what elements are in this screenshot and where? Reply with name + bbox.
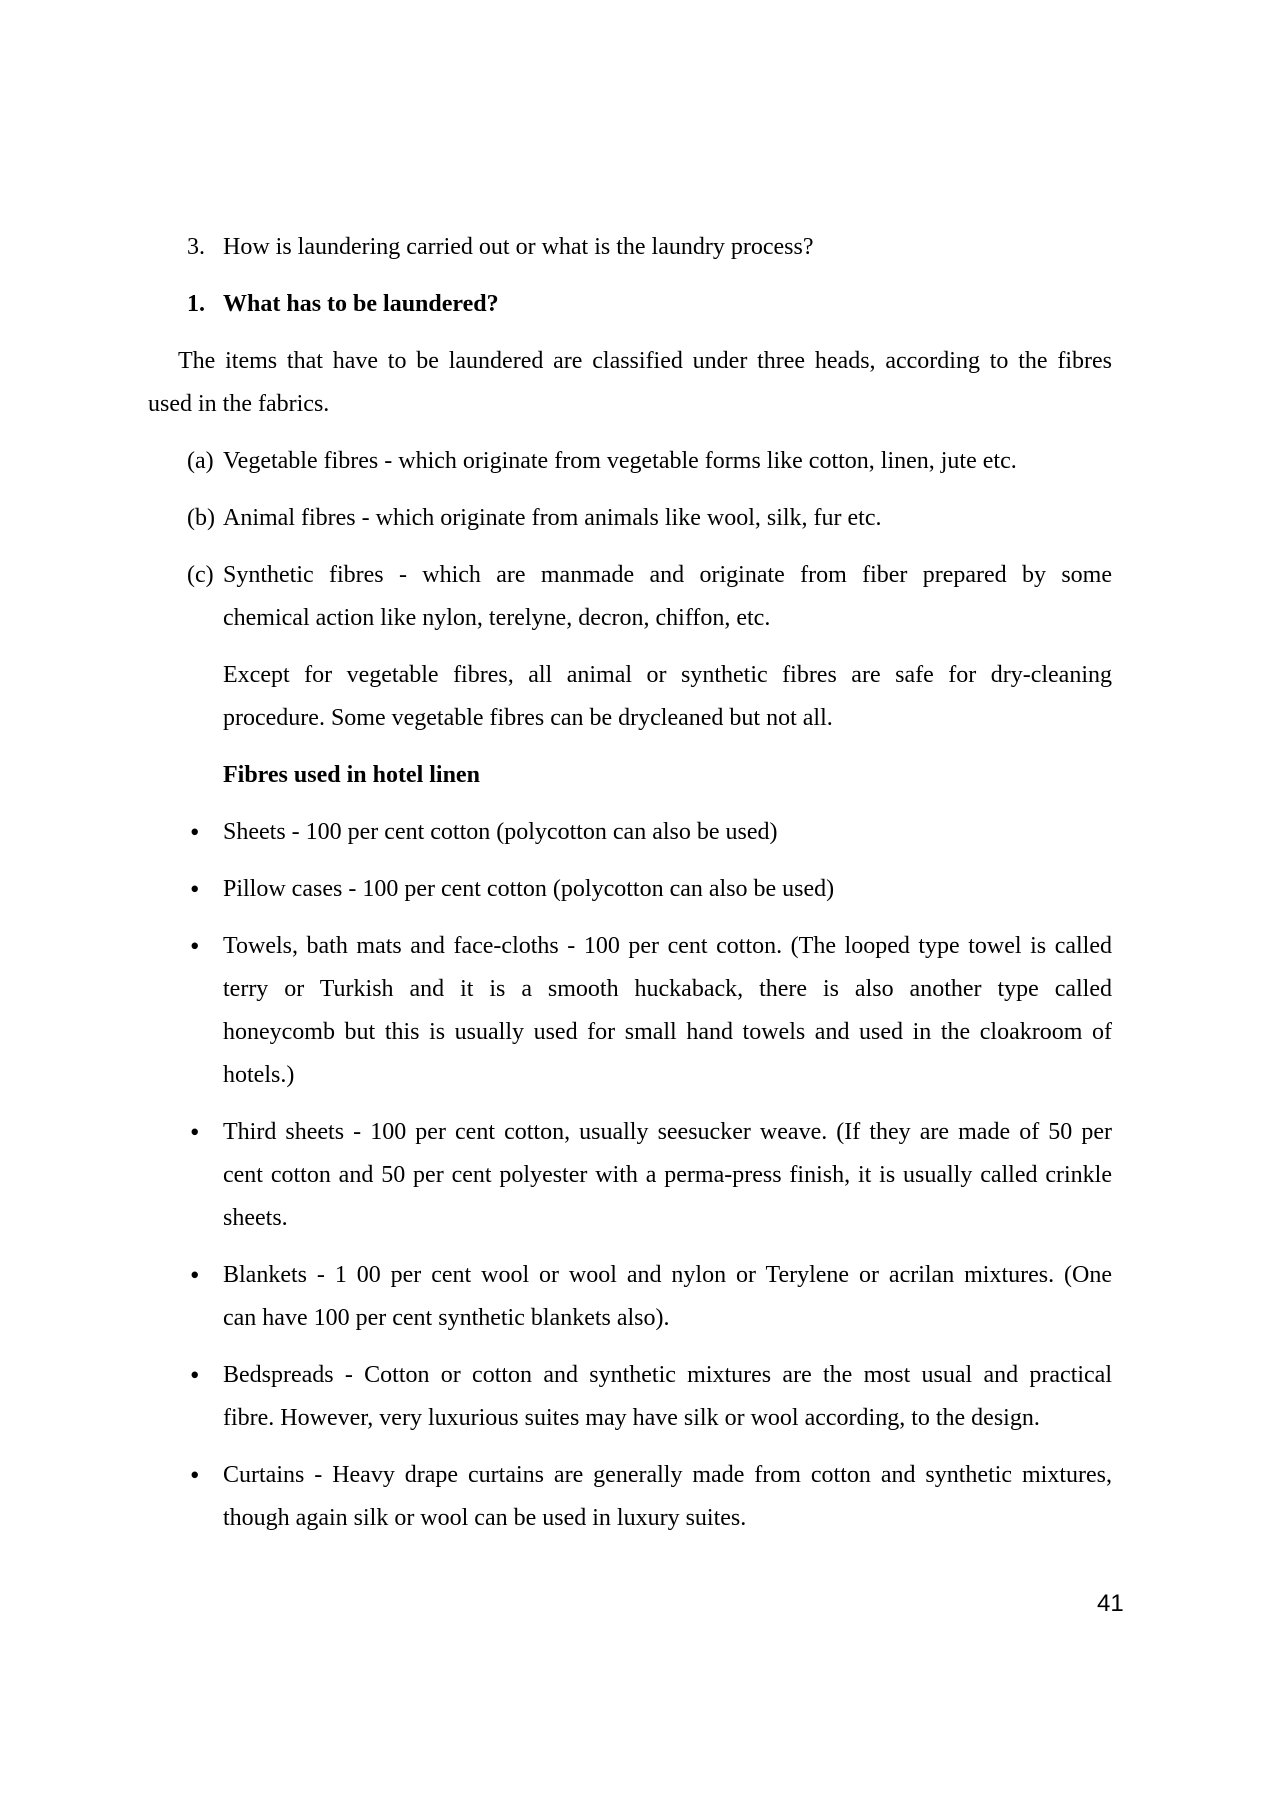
except-paragraph — [148, 654, 1112, 740]
bullet-item-blankets — [148, 1254, 1112, 1340]
paragraph-line: The items that have to be laundered are classified under three heads, according to the fibres — [178, 348, 1112, 374]
list-item-text: Synthetic fibres - which are manmade and originate from fiber prepared by some — [223, 562, 1112, 588]
bullet-icon: • — [190, 817, 200, 847]
bullet-line: Sheets - 100 per cent cotton (polycotton can also be used) — [223, 819, 778, 845]
paragraph-line: procedure. Some vegetable fibres can be drycleaned but not all. — [223, 705, 833, 731]
list-item-b — [148, 497, 1112, 540]
subheading — [148, 754, 1112, 797]
bullet-item-curtains — [148, 1454, 1112, 1540]
bullet-item-third-sheets — [148, 1111, 1112, 1240]
bullet-line: sheets. — [223, 1205, 288, 1231]
bullet-line: honeycomb but this is usually used for small hand towels and used in the cloakroom of — [223, 1019, 1112, 1045]
bullet-line: Blankets - 1 00 per cent wool or wool and nylon or Terylene or acrilan mixtures. (One — [223, 1262, 1112, 1288]
list-item-text: Vegetable fibres - which originate from vegetable forms like cotton, linen, jute etc. — [223, 448, 1017, 474]
bullet-line: terry or Turkish and it is a smooth huckaback, there is also another type called — [223, 976, 1112, 1002]
bullet-line: cent cotton and 50 per cent polyester with a perma-press finish, it is usually called crinkle — [223, 1162, 1112, 1188]
bullet-line: can have 100 per cent synthetic blankets also). — [223, 1305, 670, 1331]
bullet-icon: • — [190, 1117, 200, 1147]
question-item — [148, 226, 1112, 269]
bullet-line: Pillow cases - 100 per cent cotton (polycotton can also be used) — [223, 876, 835, 902]
bullet-line: Bedspreads - Cotton or cotton and synthetic mixtures are the most usual and practical — [223, 1362, 1112, 1388]
bullet-item-towels — [148, 925, 1112, 1097]
bullet-line: Towels, bath mats and face-cloths - 100 per cent cotton. (The looped type towel is called — [223, 933, 1112, 959]
subheading-text: Fibres used in hotel linen — [223, 762, 480, 788]
section-number: 1. — [187, 291, 205, 317]
list-item-marker: (c) — [187, 562, 214, 588]
document-content — [148, 226, 1112, 1554]
bullet-item-pillow-cases — [148, 868, 1112, 911]
bullet-icon: • — [190, 874, 200, 904]
bullet-icon: • — [190, 1260, 200, 1290]
bullet-line: hotels.) — [223, 1062, 295, 1088]
bullet-line: Third sheets - 100 per cent cotton, usually seesucker weave. (If they are made of 50 per — [223, 1119, 1112, 1145]
paragraph-line: Except for vegetable fibres, all animal or synthetic fibres are safe for dry-cleaning — [223, 662, 1112, 688]
list-item-text: Animal fibres - which originate from animals like wool, silk, fur etc. — [223, 505, 882, 531]
bullet-line: though again silk or wool can be used in luxury suites. — [223, 1505, 747, 1531]
page-number: 41 — [1097, 1590, 1124, 1617]
list-item-marker: (b) — [187, 505, 215, 531]
bullet-item-sheets — [148, 811, 1112, 854]
intro-paragraph — [148, 340, 1112, 426]
section-heading — [148, 283, 1112, 326]
section-heading-text: What has to be laundered? — [223, 291, 499, 317]
bullet-icon: • — [190, 931, 200, 961]
bullet-item-bedspreads — [148, 1354, 1112, 1440]
bullet-icon: • — [190, 1460, 200, 1490]
bullet-line: fibre. However, very luxurious suites may have silk or wool according, to the design. — [223, 1405, 1040, 1431]
bullet-line: Curtains - Heavy drape curtains are generally made from cotton and synthetic mixtures, — [223, 1462, 1112, 1488]
list-item-marker: (a) — [187, 448, 214, 474]
bullet-icon: • — [190, 1360, 200, 1390]
list-item-c — [148, 554, 1112, 640]
question-text: How is laundering carried out or what is the laundry process? — [223, 234, 814, 260]
question-number: 3. — [187, 234, 205, 260]
list-item-text: chemical action like nylon, terelyne, decron, chiffon, etc. — [223, 605, 771, 631]
paragraph-line: used in the fabrics. — [148, 391, 330, 417]
list-item-a — [148, 440, 1112, 483]
